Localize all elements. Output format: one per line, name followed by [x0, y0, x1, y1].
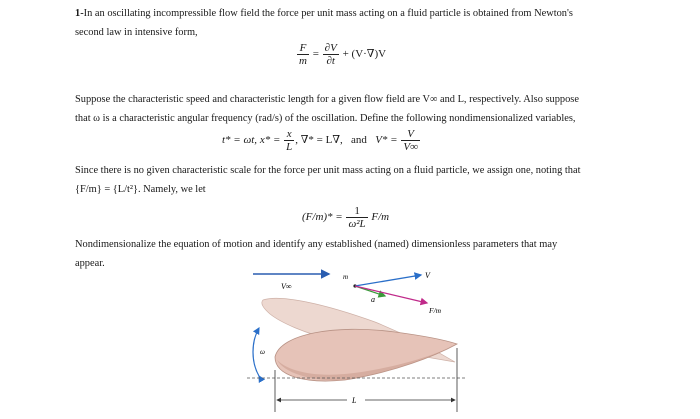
equation-force-scale	[302, 205, 389, 230]
force-star-lhs: (F/m)* =	[302, 211, 343, 224]
para2-line-2: that ω is a characteristic angular frequency (rad/s) of the oscillation. Define the following nondimensionalized variables,	[75, 113, 576, 124]
t-star-definition: t* = ωt,	[222, 134, 258, 147]
fraction-dv-dt	[323, 42, 339, 67]
m-denominator: m	[299, 55, 307, 67]
dv-numerator: ∂V	[324, 42, 337, 54]
v-numerator: V	[401, 128, 420, 141]
velocity-label: V	[425, 271, 430, 280]
velocity-arrow	[355, 275, 421, 286]
para2-line-1: Suppose the characteristic speed and characteristic length for a given flow field are V∞ and L, respectively. Also suppose	[75, 94, 579, 105]
intro-line-2: second law in intensive form,	[75, 27, 198, 38]
omega-sq-l-denominator: ω²L	[348, 218, 366, 230]
fraction-one-over-omega-sq-l	[346, 205, 367, 230]
grad-star-definition: ∇* = L∇,	[300, 134, 343, 147]
fraction-v-over-vinf	[401, 128, 420, 153]
para4-line-1: Nondimensionalize the equation of motion and identify any established (named) dimensionless parameters that may	[75, 239, 558, 250]
intro-line-1: In an oscillating incompressible flow field the force per unit mass acting on a fluid particle is obtained from Newton's	[83, 8, 573, 19]
v-star-lhs: V* =	[375, 134, 398, 147]
rotation-arrow	[253, 328, 259, 376]
equation-newton: $\frac{F}{m}$ = $\frac{\partial V}{\partial t}$ + (V·∇)V	[299, 42, 387, 67]
force-arrow	[355, 286, 427, 303]
airfoil-figure	[245, 262, 470, 417]
characteristic-scales-paragraph	[75, 90, 635, 128]
f-numerator: F	[297, 42, 309, 55]
force-scale-paragraph	[75, 161, 635, 199]
and-word: and	[351, 134, 367, 147]
para4-line-2: appear.	[75, 258, 105, 269]
x-star-lhs: x* =	[259, 134, 281, 147]
vinf-label: V∞	[281, 282, 292, 291]
para3-line-1: Since there is no given characteristic scale for the force per unit mass acting on a fluid particle, we assign one, noting that	[75, 165, 581, 176]
convective-term: + (V·∇)V	[342, 48, 387, 61]
vinf-denominator: V∞	[403, 141, 418, 153]
problem-number: 1-	[75, 8, 84, 19]
force-rhs: F/m	[371, 211, 390, 224]
one-numerator: 1	[346, 205, 367, 218]
mass-label: m	[343, 273, 349, 281]
acceleration-label: a	[371, 295, 375, 304]
para3-line-2: {F/m} = {L/t²}. Namely, we let	[75, 184, 206, 195]
omega-label: ω	[260, 348, 265, 356]
fraction-f-over-m	[297, 42, 309, 67]
problem-intro	[75, 4, 635, 42]
length-label: L	[352, 396, 357, 405]
fraction-x-over-l	[284, 128, 294, 153]
force-label: F/m	[429, 306, 442, 315]
x-numerator: x	[284, 128, 294, 141]
l-denominator: L	[286, 141, 293, 153]
equation-nondimensional-vars: t* = ωt, x* = $\frac{x}{L}$ , ∇* = L∇, and V* = $\frac{V}{V\infty}$	[222, 128, 418, 153]
dt-denominator: ∂t	[326, 55, 335, 67]
